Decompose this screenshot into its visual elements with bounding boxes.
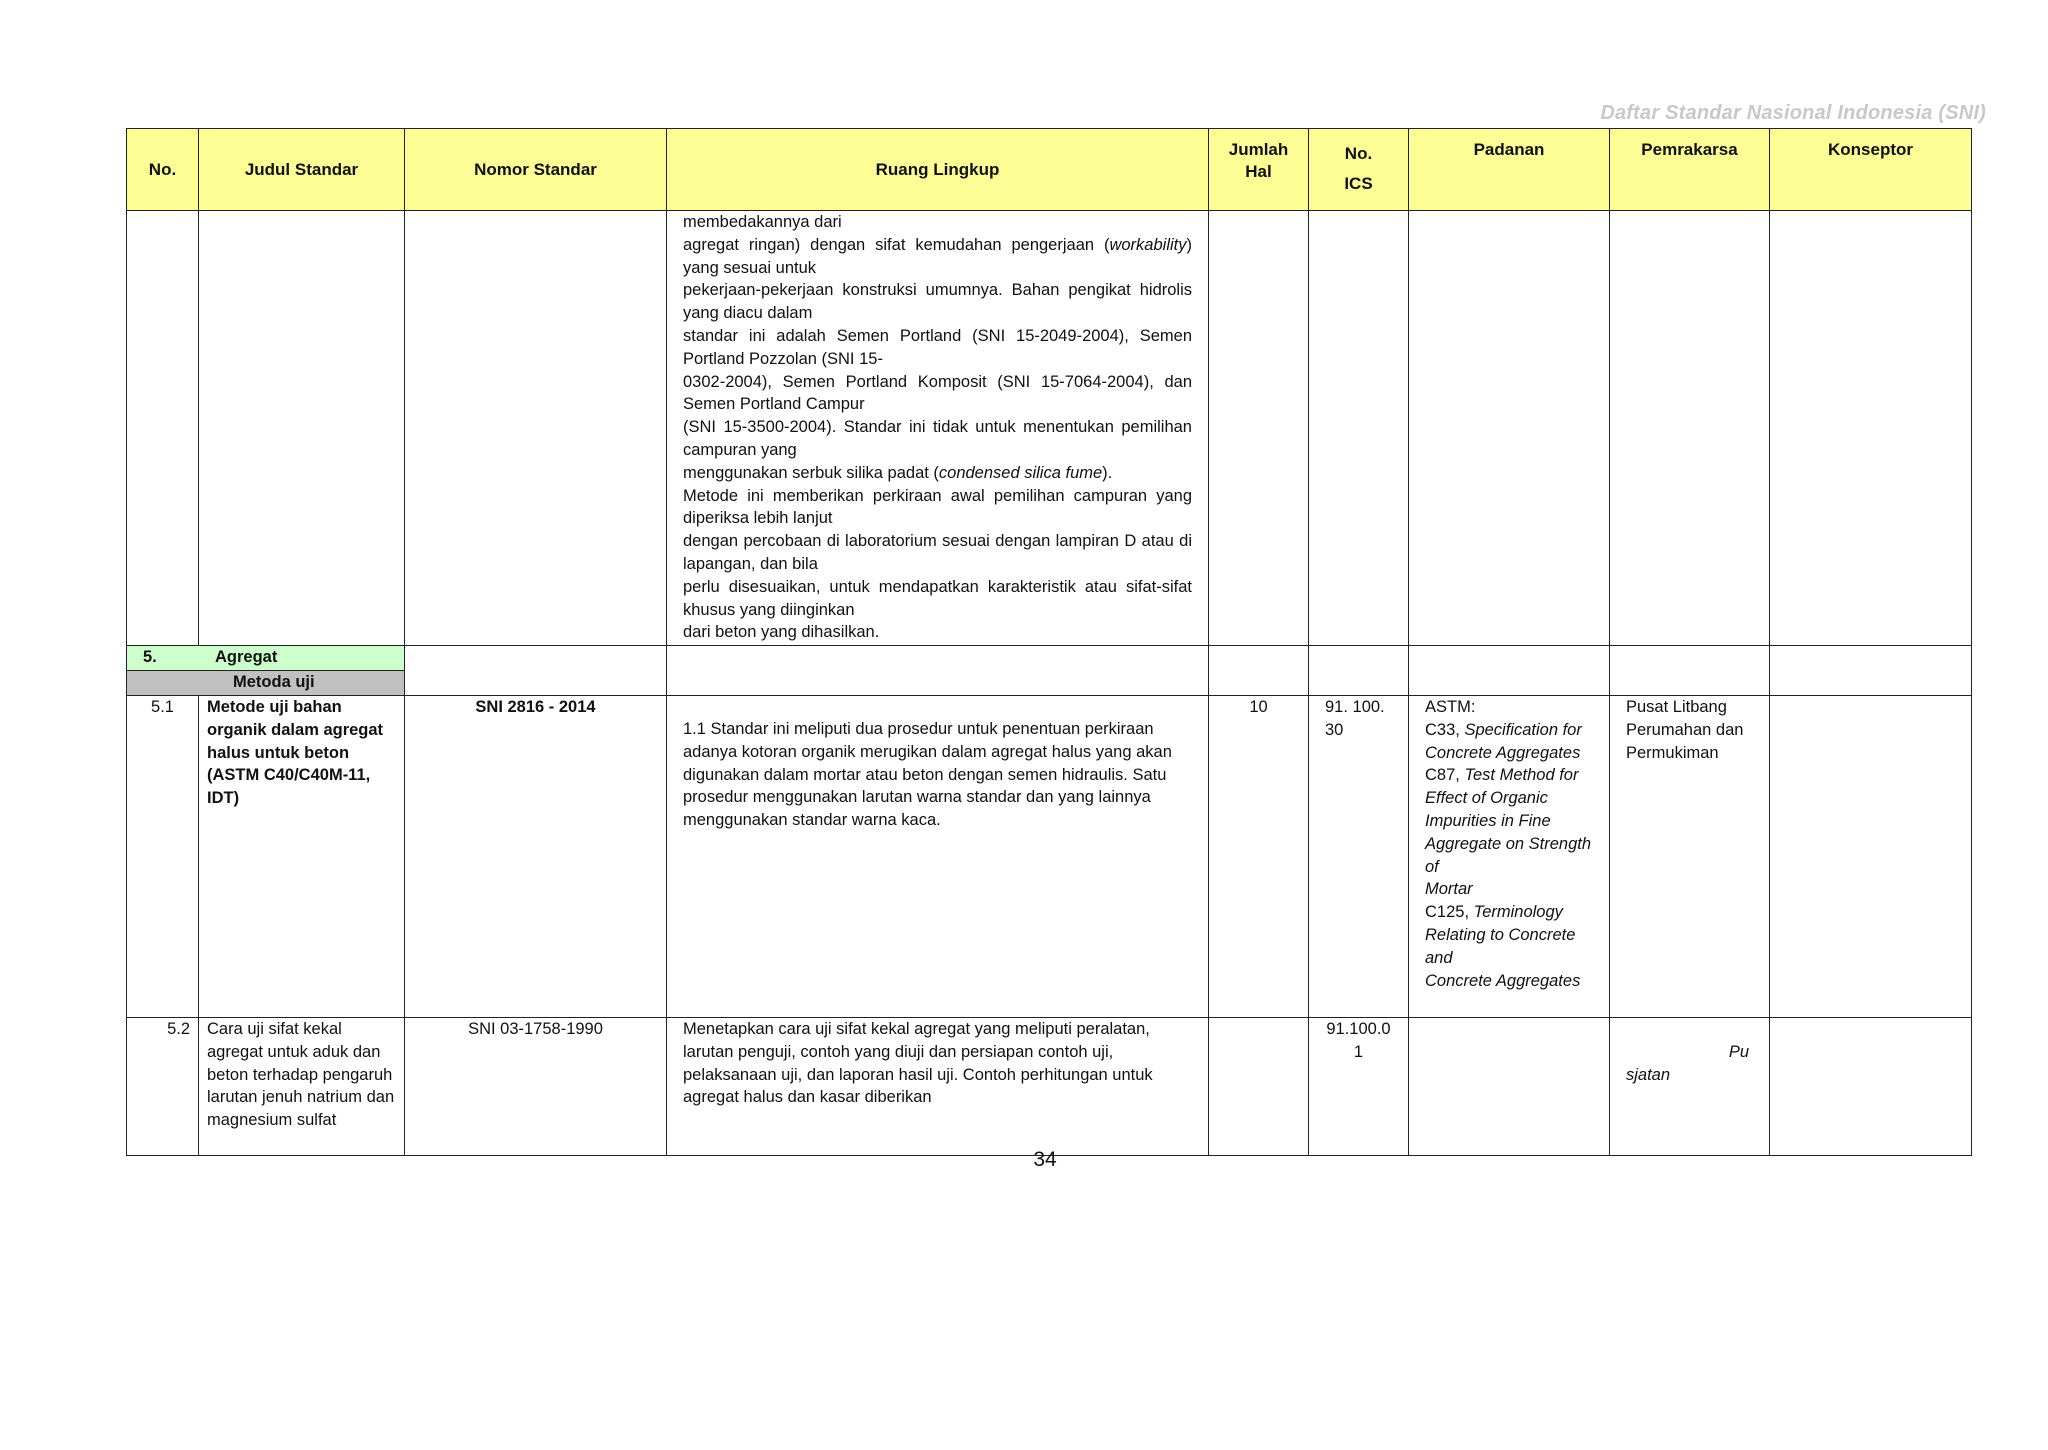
scope-line: lapangan, dan bila [683,554,818,573]
padanan-ref [1425,719,1601,765]
cell-empty [1409,646,1610,696]
col-header-judul: Judul Standar [199,129,405,211]
col-header-konseptor: Konseptor [1770,129,1972,211]
cell-jumlah [1209,1018,1309,1156]
ics-line: 91.100.0 [1326,1020,1391,1038]
table-row-continuation [127,211,1972,646]
scope-text: menggunakan serbuk silika padat ( [683,463,939,482]
sni-standards-table [126,128,1972,1156]
padanan-ref-cont [1425,878,1601,901]
section-number: 5. [143,648,157,666]
col-header-jumlah-hal [1209,129,1309,211]
padanan-title: and [1425,948,1453,967]
pemrakarsa-fragment: sjatan [1626,1065,1671,1084]
col-header-padanan: Padanan [1409,129,1610,211]
scope-line: perlu disesuaikan, untuk mendapatkan karakteristik atau sifat-sifat [683,577,1192,596]
subsection-heading [127,671,405,696]
scope-line: yang diacu dalam [683,304,813,323]
scope-text: ) [1186,235,1192,254]
col-header-ics [1309,129,1409,211]
scope-line: agregat halus dan kasar diberikan [683,1088,932,1107]
padanan-title: Specification for Concrete Aggregates [1425,720,1582,762]
col-header-jumlah-line2: Hal [1245,162,1272,181]
cell-ruang-lingkup [667,1018,1209,1156]
scope-text: ). [1102,463,1113,482]
padanan-code: C87, [1425,766,1465,785]
cell-empty [1770,646,1972,696]
scope-line: membedakannya dari [683,213,842,231]
cell-no [127,211,199,646]
padanan-ref [1425,901,1601,947]
col-header-no: No. [127,129,199,211]
section-row [127,646,1972,671]
ics-line: 1 [1353,1042,1364,1061]
padanan-ref-cont [1425,856,1601,879]
padanan-title: Terminology Relating to Concrete [1425,903,1576,944]
scope-line: dengan percobaan di laboratorium sesuai dengan lampiran D atau di [683,532,1192,551]
document-header-title: Daftar Standar Nasional Indonesia (SNI) [1600,102,1986,124]
scope-line: larutan penguji, contoh yang diuji dan persiapan contoh uji, [683,1042,1114,1061]
cell-konseptor [1770,1018,1972,1156]
scope-line: prosedur menggunakan larutan warna standar dan yang lainnya [683,788,1151,807]
cell-pemrakarsa [1610,1018,1770,1156]
cell-nomor: SNI 03-1758-1990 [405,1018,667,1156]
scope-line [683,462,1192,485]
scope-italic-term: condensed silica fume [938,463,1103,482]
scope-line [683,234,1192,257]
col-header-ics-line2: ICS [1344,174,1373,193]
cell-padanan [1409,1018,1610,1156]
cell-jumlah [1209,211,1309,646]
scope-line: adanya kotoran organik merugikan dalam agregat halus yang akan [683,742,1172,761]
padanan-ref [1425,764,1601,855]
ics-line: 91. 100. [1325,698,1385,716]
padanan-code: C33, [1425,720,1465,739]
cell-judul [199,211,405,646]
scope-line: pelaksanaan uji, dan laporan hasil uji. Contoh perhitungan untuk [683,1065,1153,1084]
cell-pemrakarsa: Pusat Litbang Perumahan dan Permukiman [1610,696,1770,1018]
scope-line: (SNI 15-3500-2004). Standar ini tidak untuk menentukan pemilihan [683,418,1192,437]
scope-line: menggunakan standar warna kaca. [683,811,941,830]
scope-line: standar ini adalah Semen Portland (SNI 15-2049-2004), Semen [683,326,1192,345]
padanan-code: C125, [1425,903,1474,922]
pemrakarsa-fragment: Pu [1728,1042,1749,1061]
cell-ics [1309,1018,1409,1156]
cell-jumlah: 10 [1209,696,1309,1018]
padanan-title: Mortar [1425,880,1473,899]
cell-ics [1309,211,1409,646]
padanan-title: of [1425,857,1439,876]
section-heading [127,646,405,671]
scope-line: Semen Portland Campur [683,395,865,414]
col-header-nomor: Nomor Standar [405,129,667,211]
cell-padanan [1409,211,1610,646]
scope-line: 0302-2004), Semen Portland Komposit (SNI 15-7064-2004), dan [683,372,1192,391]
cell-no: 5.2 [127,1018,199,1156]
scope-line: Metode ini memberikan perkiraan awal pemilihan campuran yang [683,486,1192,505]
cell-judul: Metode uji bahan organik dalam agregat halus untuk beton (ASTM C40/C40M-11, IDT) [199,696,405,1018]
cell-empty [1610,646,1770,696]
cell-padanan [1409,696,1610,1018]
cell-ruang-lingkup [667,696,1209,1018]
table-header-row [127,129,1972,211]
scope-italic-term: workability [1109,235,1187,254]
scope-line: yang sesuai untuk [683,258,817,277]
col-header-ics-line1: No. [1344,144,1373,163]
cell-nomor: SNI 2816 - 2014 [405,696,667,1018]
cell-empty [1209,646,1309,696]
padanan-ref-cont [1425,947,1601,970]
cell-judul: Cara uji sifat kekal agregat untuk aduk dan beton terhadap pengaruh larutan jenuh natrium dan magnesium sulfat [199,1018,405,1156]
cell-konseptor [1770,696,1972,1018]
cell-pemrakarsa [1610,211,1770,646]
scope-line: dari beton yang dihasilkan. [683,623,880,642]
cell-konseptor [1770,211,1972,646]
padanan-ref-cont [1425,970,1601,993]
cell-ruang-lingkup-continuation [667,211,1209,646]
scope-line: khusus yang diinginkan [683,600,855,619]
cell-ics [1309,696,1409,1018]
cell-nomor [405,211,667,646]
table-row [127,696,1972,1018]
scope-line: diperiksa lebih lanjut [683,509,833,528]
scope-text: agregat ringan) dengan sifat kemudahan pengerjaan ( [683,235,1110,254]
scope-line: pekerjaan-pekerjaan konstruksi umumnya. Bahan pengikat hidrolis [683,281,1192,300]
scope-line: digunakan dalam mortar atau beton dengan semen hidraulis. Satu [683,765,1167,784]
cell-empty [667,646,1209,696]
section-title: Agregat [215,648,278,666]
page-number: 34 [1033,1148,1057,1171]
col-header-ruang-lingkup: Ruang Lingkup [667,129,1209,211]
padanan-title: Test Method for Effect of Organic Impurities in Fine Aggregate on Strength [1425,766,1592,853]
scope-line: campuran yang [683,440,797,459]
cell-empty [1309,646,1409,696]
col-header-pemrakarsa: Pemrakarsa [1610,129,1770,211]
scope-line: Menetapkan cara uji sifat kekal agregat yang meliputi peralatan, [683,1020,1150,1038]
table-row [127,1018,1972,1156]
cell-empty [405,646,667,696]
scope-line: Portland Pozzolan (SNI 15- [683,349,883,368]
cell-no: 5.1 [127,696,199,1018]
padanan-head: ASTM: [1425,698,1476,716]
subsection-title: Metoda uji [233,673,315,691]
col-header-jumlah-line1: Jumlah [1228,140,1289,159]
scope-line: 1.1 Standar ini meliputi dua prosedur untuk penentuan perkiraan [683,720,1154,738]
ics-line: 30 [1325,720,1344,739]
padanan-title: Concrete Aggregates [1425,971,1581,990]
